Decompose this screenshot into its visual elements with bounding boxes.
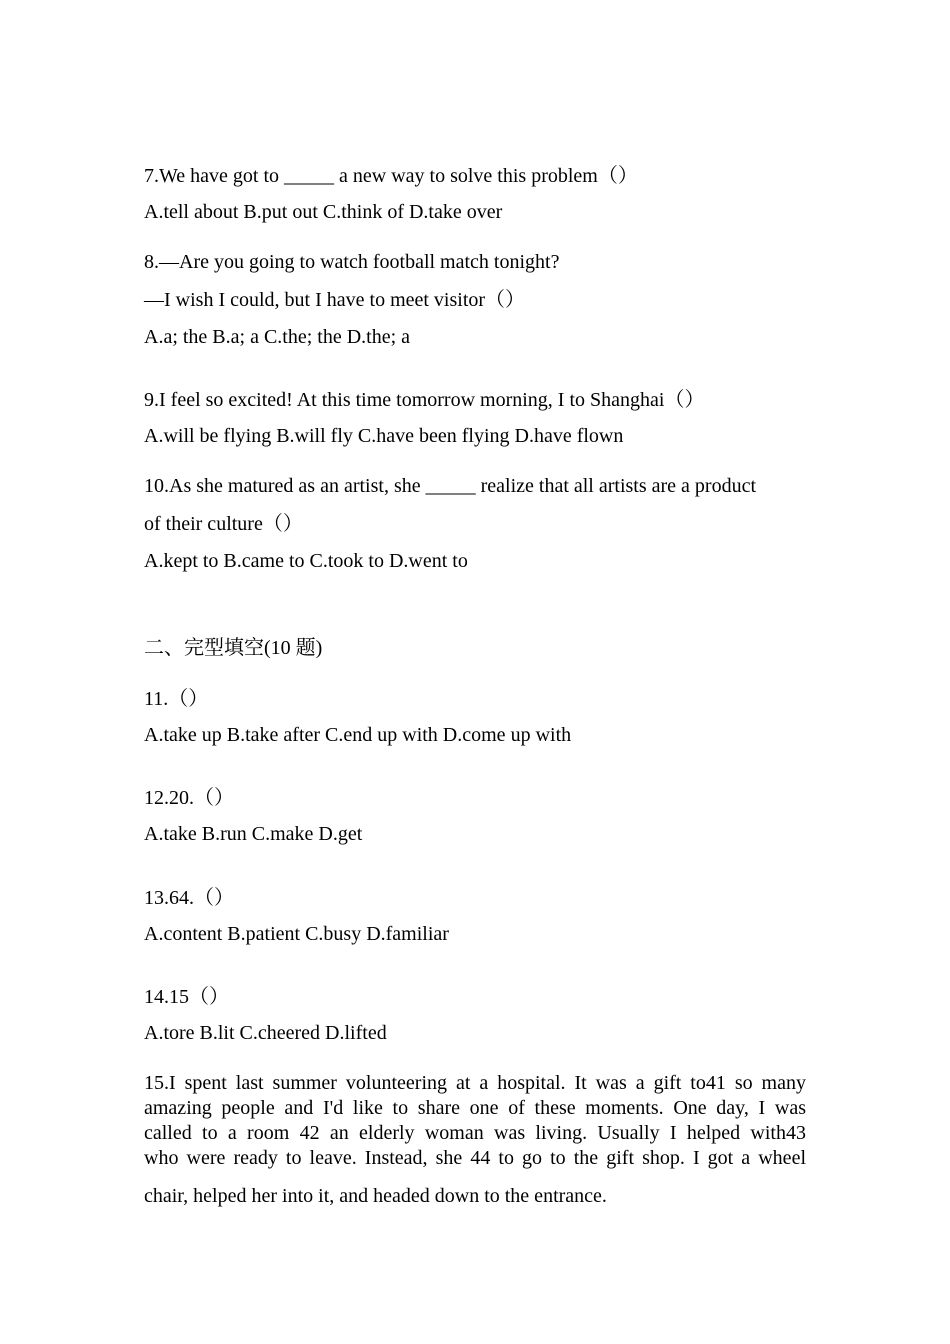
question-7-stem: 7.We have got to _____ a new way to solve this problem（） bbox=[144, 165, 638, 187]
question-7-options: A.tell about B.put out C.think of D.take over bbox=[144, 201, 503, 223]
question-8-stem-reply: —I wish I could, but I have to meet visitor（） bbox=[144, 289, 526, 311]
passage-line-5: chair, helped her into it, and headed down to the entrance. bbox=[144, 1185, 607, 1207]
question-13-options: A.content B.patient C.busy D.familiar bbox=[144, 923, 449, 945]
question-10-stem: 10.As she matured as an artist, she _____ realize that all artists are a product bbox=[144, 475, 757, 497]
question-13-stem: 13.64.（） bbox=[144, 887, 234, 909]
question-10-options: A.kept to B.came to C.took to D.went to bbox=[144, 550, 468, 572]
question-9-stem: 9.I feel so excited! At this time tomorrow morning, I to Shanghai（） bbox=[144, 389, 705, 411]
question-14-stem: 14.15（） bbox=[144, 986, 229, 1008]
passage-line-4: who were ready to leave. Instead, she 44 to go to the gift shop. I got a wheel bbox=[144, 1147, 806, 1169]
passage-line-3: called to a room 42 an elderly woman was living. Usually I helped with43 bbox=[144, 1122, 806, 1144]
question-12-options: A.take B.run C.make D.get bbox=[144, 823, 363, 845]
question-11-options: A.take up B.take after C.end up with D.come up with bbox=[144, 724, 572, 746]
question-12-stem: 12.20.（） bbox=[144, 787, 234, 809]
question-9-options: A.will be flying B.will fly C.have been flying D.have flown bbox=[144, 425, 624, 447]
question-8-options: A.a; the B.a; a C.the; the D.the; a bbox=[144, 326, 411, 348]
question-14-options: A.tore B.lit C.cheered D.lifted bbox=[144, 1022, 387, 1044]
question-8-stem: 8.—Are you going to watch football match tonight? bbox=[144, 251, 560, 273]
question-10-stem-continued: of their culture（） bbox=[144, 513, 303, 535]
passage-line-2: amazing people and I'd like to share one of these moments. One day, I was bbox=[144, 1097, 806, 1119]
section-heading: 二、完型填空(10 题) bbox=[144, 637, 323, 659]
passage-line-1: 15.I spent last summer volunteering at a hospital. It was a gift to41 so many bbox=[144, 1072, 806, 1094]
question-11-stem: 11.（） bbox=[144, 688, 209, 710]
